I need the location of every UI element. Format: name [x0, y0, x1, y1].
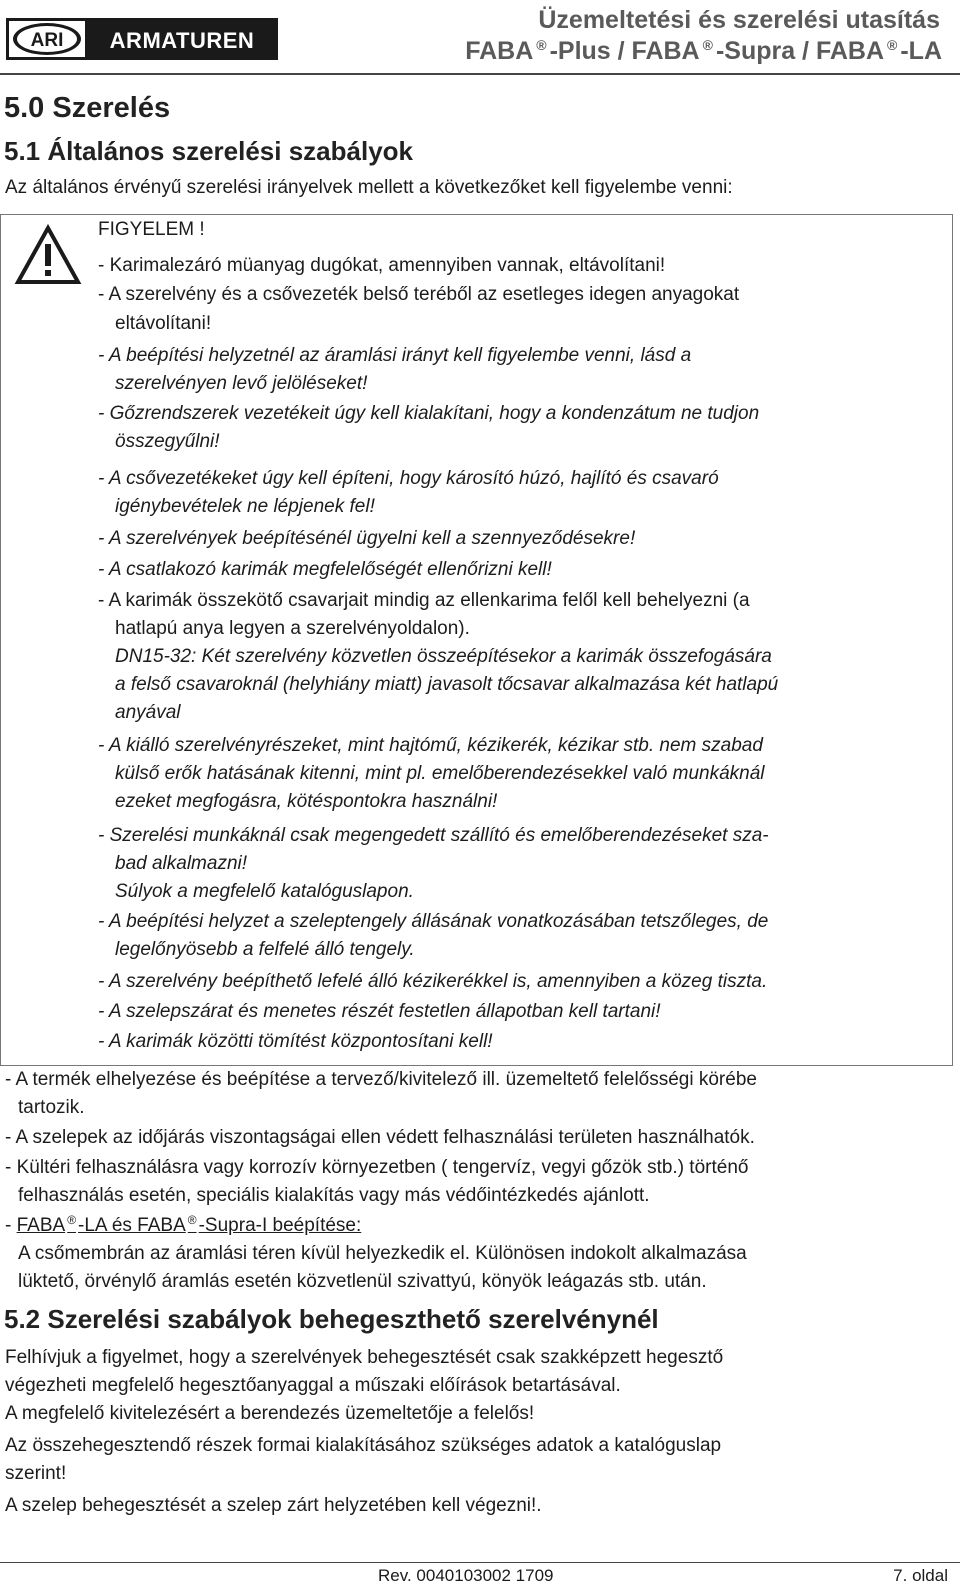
- warning-line: Súlyok a megfelelő katalóguslapon.: [115, 881, 414, 902]
- warning-line: - A karimák közötti tömítést központosítani kell!: [98, 1031, 493, 1052]
- note-line: - A termék elhelyezése és beépítése a tervező/kivitelező ill. üzemeltető felelősségi körébe: [5, 1069, 757, 1090]
- warning-line: DN15-32: Két szerelvény közvetlen összeépítésekor a karimák összefogására: [115, 646, 772, 667]
- warning-line: - A beépítési helyzet a szeleptengely állásának vonatkozásában tetszőleges, de: [98, 911, 769, 932]
- note-line: - A szelepek az időjárás viszontagságai ellen védett felhasználási területen használhatók.: [5, 1127, 755, 1148]
- welding-paragraph-line: szerint!: [5, 1463, 67, 1484]
- faba-description-line: lüktető, örvénylő áramlás esetén közvetlenül szivattyú, könyök leágazás stb. után.: [18, 1271, 707, 1292]
- warning-line: - A szerelvény és a csővezeték belső teréből az esetleges idegen anyagokat: [98, 284, 740, 305]
- section-heading-5-0: 5.0 Szerelés: [4, 92, 171, 124]
- warning-line: - A szerelvény beépíthető lefelé álló kézikerékkel is, amennyiben a közeg tiszta.: [98, 971, 768, 992]
- section-heading-5-2: 5.2 Szerelési szabályok behegeszthető szerelvénynél: [4, 1304, 659, 1334]
- warning-line: eltávolítani!: [115, 313, 212, 334]
- intro-paragraph: Az általános érvényű szerelési irányelvek mellett a következőket kell figyelembe venni:: [5, 177, 733, 198]
- warning-line: legelőnyösebb a felfelé álló tengely.: [115, 939, 415, 960]
- warning-line: - A beépítési helyzetnél az áramlási irányt kell figyelembe venni, lásd a: [98, 345, 692, 366]
- warning-line: - Szerelési munkáknál csak megengedett szállító és emelőberendezéseket sza-: [98, 825, 769, 846]
- warning-line: - A szerelvények beépítésénél ügyelni kell a szennyeződésekre!: [98, 528, 636, 549]
- faba-installation-heading: - FABA ® -LA és FABA ® -Supra-I beépítése:: [5, 1212, 362, 1236]
- welding-paragraph-line: végezheti megfelelő hegesztőanyaggal a műszaki előírások betartásával.: [5, 1375, 621, 1396]
- note-line: - Kültéri felhasználásra vagy korrozív környezetben ( tengervíz, vegyi gőzök stb.) történő: [5, 1157, 749, 1178]
- note-line: tartozik.: [18, 1097, 85, 1118]
- warning-line: ezeket megfogásra, kötéspontokra használni!: [115, 791, 498, 812]
- welding-paragraph-line: Az összehegesztendő részek formai kialakításához szükséges adatok a katalóguslap: [5, 1435, 722, 1456]
- revision-number: Rev. 0040103002 1709: [378, 1566, 554, 1585]
- faba-description-line: A csőmembrán az áramlási téren kívül helyezkedik el. Különösen indokolt alkalmazása: [18, 1243, 747, 1264]
- welding-paragraph-line: Felhívjuk a figyelmet, hogy a szerelvények behegesztését csak szakképzett hegesztő: [5, 1347, 724, 1368]
- warning-line: - A szelepszárat és menetes részét festetlen állapotban kell tartani!: [98, 1001, 661, 1022]
- warning-line: bad alkalmazni!: [115, 853, 248, 874]
- warning-heading: FIGYELEM !: [98, 219, 205, 240]
- warning-line: - A karimák összekötő csavarjait mindig az ellenkarima felől kell behelyezni (a: [98, 590, 750, 611]
- warning-line: szerelvényen levő jelöléseket!: [115, 373, 368, 394]
- product-names: FABA ® -Plus / FABA ® -Supra / FABA ® -LA: [465, 36, 942, 65]
- header-divider: [0, 73, 960, 75]
- warning-line: - A csővezetékeket úgy kell építeni, hogy károsító húzó, hajlító és csavaró: [98, 468, 719, 489]
- svg-text:ARMATUREN: ARMATUREN: [109, 28, 255, 53]
- warning-line: - Karimalezáró müanyag dugókat, amennyiben vannak, eltávolítani!: [98, 255, 666, 276]
- warning-line: - Gőzrendszerek vezetékeit úgy kell kialakítani, hogy a kondenzátum ne tudjon: [98, 403, 760, 424]
- warning-line: - A kiálló szerelvényrészeket, mint hajtómű, kézikerék, kézikar stb. nem szabad: [98, 735, 763, 756]
- section-heading-5-1: 5.1 Általános szerelési szabályok: [4, 136, 413, 166]
- footer-divider: [0, 1562, 960, 1563]
- note-line: felhasználás esetén, speciális kialakítás vagy más védőintézkedés ajánlott.: [18, 1185, 650, 1206]
- document-title: Üzemeltetési és szerelési utasítás: [538, 6, 940, 34]
- svg-text:ARI: ARI: [30, 30, 64, 51]
- warning-line: - A csatlakozó karimák megfelelőségét ellenőrizni kell!: [98, 559, 552, 580]
- welding-paragraph-line: A szelep behegesztését a szelep zárt helyzetében kell végezni!.: [5, 1495, 542, 1516]
- page-number: 7. oldal: [893, 1566, 948, 1585]
- ari-armaturen-logo: [6, 18, 278, 60]
- warning-line: igénybevételek ne lépjenek fel!: [115, 496, 375, 517]
- warning-triangle-icon: [14, 224, 82, 286]
- warning-line: hatlapú anya legyen a szerelvényoldalon).: [115, 618, 470, 639]
- warning-line: anyával: [115, 702, 181, 723]
- warning-line: összegyűlni!: [115, 431, 220, 452]
- warning-line: külső erők hatásának kitenni, mint pl. emelőberendezésekkel való munkáknál: [115, 763, 765, 784]
- warning-line: a felső csavaroknál (helyhiány miatt) javasolt tőcsavar alkalmazása két hatlapú: [115, 674, 779, 695]
- welding-paragraph-line: A megfelelő kivitelezésért a berendezés üzemeltetője a felelős!: [5, 1403, 535, 1424]
